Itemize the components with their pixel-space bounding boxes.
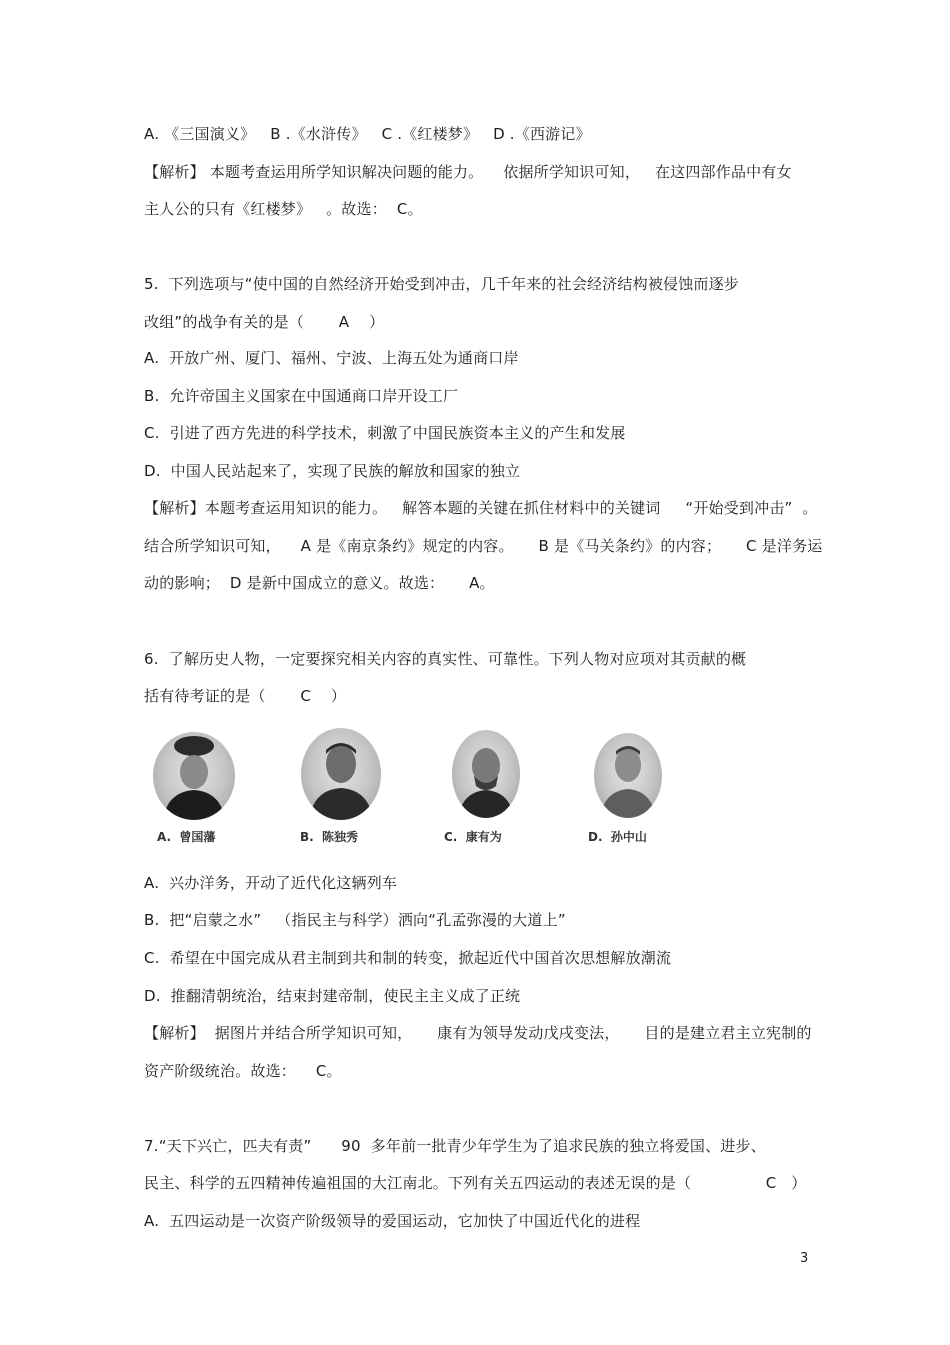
q7-stem-line-2: 民主、科学的五四精神传遍祖国的大江南北。下列有关五四运动的表述无误的是（ C ）: [144, 1174, 807, 1192]
q5-analysis-line-1: 【解析】本题考查运用知识的能力。 解答本题的关键在抓住材料中的关键词 “开始受到冲击” 。: [144, 499, 818, 517]
portrait-zeng-guofan: [153, 732, 235, 820]
q5-analysis-line-2: 结合所学知识可知， A 是《南京条约》规定的内容。 B 是《马关条约》的内容； C 是洋务运: [144, 537, 823, 555]
portrait-kang-youwei: [452, 730, 520, 818]
q4-options: A. 《三国演义》 B .《水浒传》 C .《红楼梦》 D .《西游记》: [144, 125, 591, 143]
caption-a: A. 曾国藩: [157, 830, 216, 844]
q5-analysis-line-3: 动的影响； D 是新中国成立的意义。故选： A。: [144, 574, 495, 592]
q7-option-a: A. 五四运动是一次资产阶级领导的爱国运动，它加快了中国近代化的进程: [144, 1212, 641, 1230]
q6-option-c: C. 希望在中国完成从君主制到共和制的转变，掀起近代中国首次思想解放潮流: [144, 949, 672, 967]
caption-c: C. 康有为: [444, 830, 502, 844]
caption-b: B. 陈独秀: [300, 830, 359, 844]
q5-option-c: C. 引进了西方先进的科学技术，刺激了中国民族资本主义的产生和发展: [144, 424, 626, 442]
q5-option-d: D. 中国人民站起来了，实现了民族的解放和国家的独立: [144, 462, 521, 480]
q5-option-b: B. 允许帝国主义国家在中国通商口岸开设工厂: [144, 387, 459, 405]
portrait-sun-yat-sen: [594, 733, 662, 818]
portrait-chen-duxiu: [301, 728, 381, 820]
caption-d: D. 孙中山: [588, 830, 647, 844]
person-silhouette-icon: [153, 732, 235, 820]
q6-option-a: A. 兴办洋务，开动了近代化这辆列车: [144, 874, 398, 892]
q6-stem-line-2: 括有待考证的是（ C ）: [144, 687, 347, 705]
page-number: 3: [800, 1251, 809, 1266]
q5-stem-line-2: 改组”的战争有关的是（ A ）: [144, 313, 385, 331]
person-silhouette-icon: [301, 728, 381, 820]
q6-analysis-line-1: 【解析】 据图片并结合所学知识可知， 康有为领导发动戊戌变法， 目的是建立君主立宪制的: [144, 1024, 812, 1042]
q6-analysis-line-2: 资产阶级统治。故选： C。: [144, 1062, 342, 1080]
person-silhouette-icon: [452, 730, 520, 818]
q6-option-b: B. 把“启蒙之水” （指民主与科学）洒向“孔孟弥漫的大道上”: [144, 911, 566, 929]
q6-option-d: D. 推翻清朝统治，结束封建帝制，使民主主义成了正统: [144, 987, 521, 1005]
person-silhouette-icon: [594, 733, 662, 818]
q4-analysis-line-1: 【解析】 本题考查运用所学知识解决问题的能力。 依据所学知识可知， 在这四部作品中有女: [144, 163, 792, 181]
q5-option-a: A. 开放广州、厦门、福州、宁波、上海五处为通商口岸: [144, 349, 519, 367]
q7-stem-line-1: 7.“天下兴亡，匹夫有责” 90 多年前一批青少年学生为了追求民族的独立将爱国、进步、: [144, 1137, 766, 1155]
q4-analysis-line-2: 主人公的只有《红楼梦》 。故选： C。: [144, 200, 423, 218]
q5-stem-line-1: 5. 下列选项与“使中国的自然经济开始受到冲击，几千年来的社会经济结构被侵蚀而逐步: [144, 275, 740, 293]
q6-stem-line-1: 6. 了解历史人物，一定要探究相关内容的真实性、可靠性。下列人物对应项对其贡献的概: [144, 650, 747, 668]
